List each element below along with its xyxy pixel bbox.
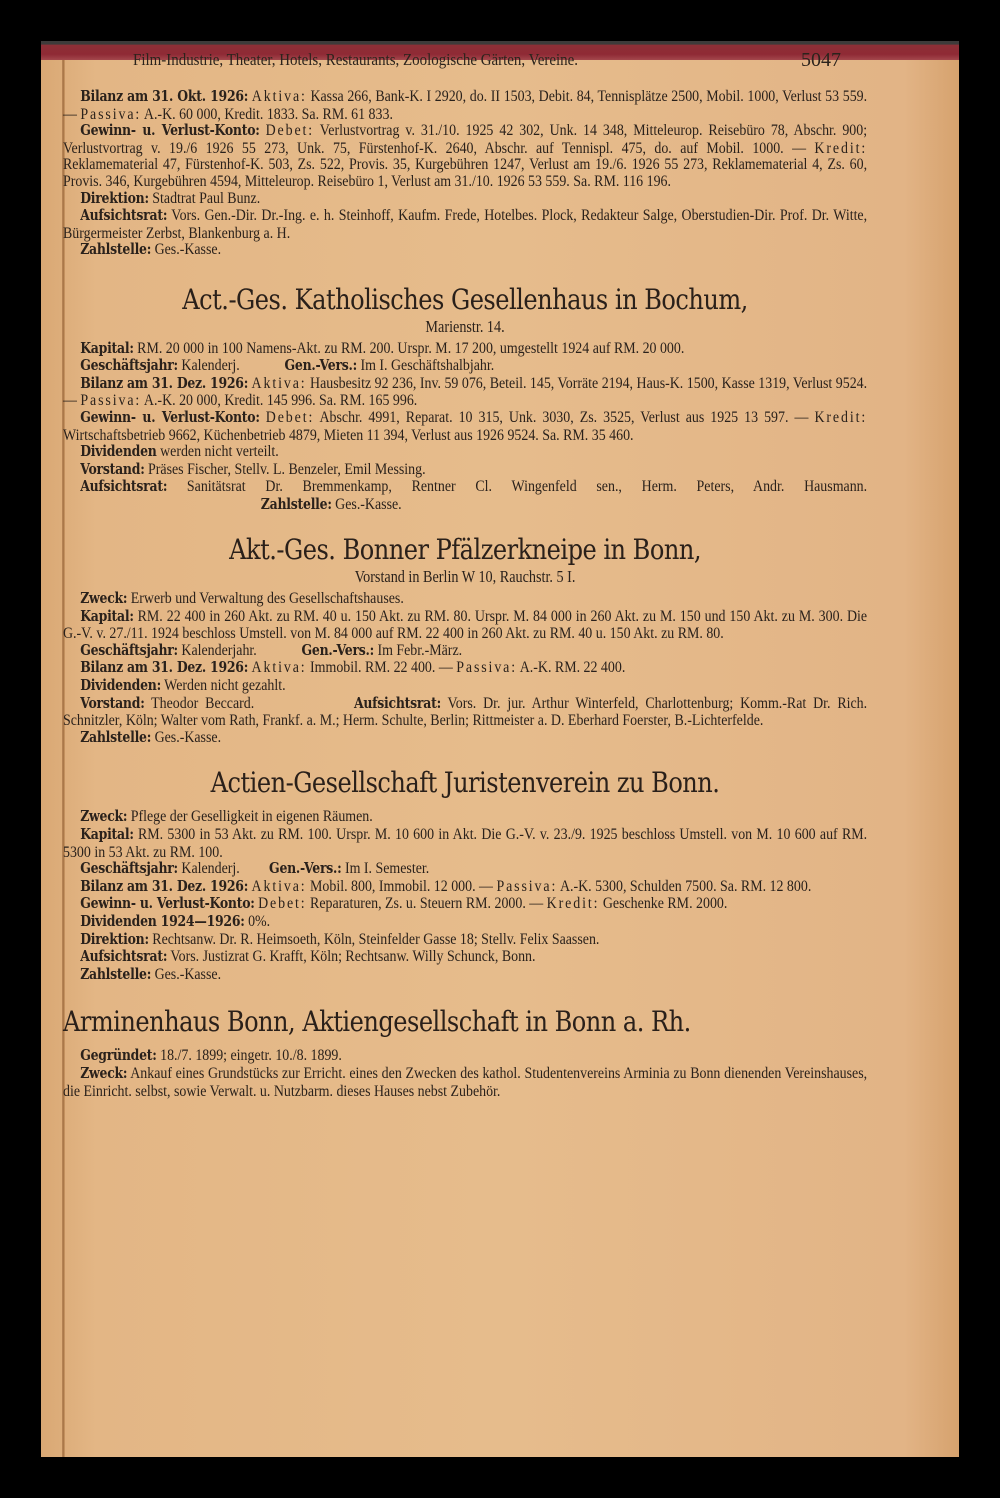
direktion-label: Direktion: [80,189,149,207]
zahlstelle-label: Zahlstelle: [80,965,152,983]
guv-label: Gewinn- u. Verlust-Konto: [80,408,260,426]
page-number: 5047 [801,49,841,71]
aktiva-label: Aktiva: [251,658,307,677]
debet-label: Debet: [265,121,315,140]
kredit-text: Wirtschaftsbetrieb 9662, Küchenbetrieb 4879, Mieten 11 394, Verlust aus 1926 9524. Sa. RM. 35 460. [63,425,634,444]
aktiva-label: Aktiva: [251,87,307,105]
aufsichtsrat-label: Aufsichtsrat: [80,478,168,496]
kapital-paragraph [63,826,867,860]
entry-pfaelzerkneipe [63,535,867,746]
genvers-text: Im I. Semester. [344,859,430,878]
guv-paragraph [63,122,867,189]
zweck-paragraph [63,808,867,826]
kapital-text: RM. 5300 in 53 Akt. zu RM. 100. Urspr. M. 10 600 in Akt. Die G.-V. v. 23./9. 1925 beschloss Umstell. von M. 10 600 auf RM. 5300 in 53 Akt. zu RM. 100. [63,825,868,861]
zahlstelle-paragraph [63,241,867,259]
passiva-label: Passiva: [496,876,558,895]
geschaeftsjahr-paragraph [63,642,867,660]
entry-address: Vorstand in Berlin W 10, Rauchstr. 5 I. [354,567,576,587]
gegruendet-paragraph [63,1047,867,1065]
zweck-paragraph [63,1065,867,1099]
aufsichtsrat-text: Vors. Justizrat G. Krafft, Köln; Rechtsanw. Willy Schunck, Bonn. [170,947,536,966]
aktiva-text: Immobil. RM. 22 400. — [310,658,453,677]
dividenden-paragraph [63,913,867,931]
entry-title: Actien-Gesellschaft Juristenverein zu Bonn. [210,766,720,800]
vorstand-text: Präses Fischer, Stellv. L. Benzeler, Emil Messing. [148,459,426,478]
entry-address: Marienstr. 14. [425,316,505,336]
entry-continuation [63,88,867,259]
genvers-label: Gen.-Vers.: [284,357,357,375]
zweck-text: Ankauf eines Grundstücks zur Erricht. eines den Zwecken des kathol. Studentenvereins Arminia zu Bonn dienenden Vereinshauses, die Einricht. selbst, sowie Verwalt. u. Nutzbarm. dieses Hauses nebst Zubehör. [63,1063,868,1100]
geschaeftsjahr-paragraph [63,357,867,375]
aufsichtsrat-paragraph [63,948,867,966]
direktion-label: Direktion: [80,930,149,948]
zweck-label: Zweck: [80,1064,128,1082]
passiva-text: A.-K. 60 000, Kredit. 1833. Sa. RM. 61 833. [143,104,393,123]
entry-title: Act.-Ges. Katholisches Gesellenhaus in Bochum, [182,282,748,316]
zahlstelle-label: Zahlstelle: [80,728,152,746]
kapital-paragraph [63,340,867,358]
kapital-text: RM. 22 400 in 260 Akt. zu RM. 40 u. 150 Akt. zu RM. 80. Urspr. M. 84 000 in 260 Akt. zu M. 150 und 150 Akt. zu M. 300. Die G.-V. v. 27./11. 1924 beschloss Umstell. von M. 84 000 auf RM. 22 400 in 260 Akt. zu RM. 40 u. 150 Akt. zu RM. 80. [63,606,868,643]
bilanz-paragraph [63,88,867,122]
direktion-text: Stadtrat Paul Bunz. [152,188,261,207]
guv-label: Gewinn- u. Verlust-Konto: [80,122,260,140]
page-body [63,88,867,1099]
guv-label: Gewinn- u. Verlust-Konto: [80,895,255,913]
aufsichtsrat-text: Sanitätsrat Dr. Bremmenkamp, Rentner Cl. Wingenfeld sen., Herm. Peters, Andr. Hausmann. [186,477,868,496]
aufsichtsrat-text: Vors. Dr. jur. Arthur Winterfeld, Charlottenburg; Komm.-Rat Dr. Rich. Schnitzler, Köln; Walter vom Rath, Frankf. a. M.; Herm. Schulte, Berlin; Rittmeister a. D. Eberhard Foerster, B.-Lichterfelde. [63,693,868,730]
zweck-text: Pflege der Geselligkeit in eigenen Räumen. [130,807,373,826]
zahlstelle-text: Ges.-Kasse. [154,964,222,983]
vorstand-label: Vorstand: [80,460,145,478]
entry-arminenhaus [63,1007,867,1099]
aufsichtsrat-paragraph [63,478,867,513]
entry-bochum [63,282,868,514]
zahlstelle-label: Zahlstelle: [260,495,332,513]
passiva-text: A.-K. RM. 22 400. [519,658,626,677]
debet-label: Debet: [258,894,307,913]
vorstand-text: Theodor Beccard. [151,693,255,712]
debet-text: Abschr. 4991, Reparat. 10 315, Unk. 3030, Zs. 3525, Verlust aus 1925 13 597. — [319,407,809,426]
bilanz-label: Bilanz am 31. Dez. 1926: [80,659,249,677]
bilanz-paragraph [63,375,867,409]
passiva-label: Passiva: [80,391,142,410]
aufsichtsrat-label: Aufsichtsrat: [80,948,168,966]
direktion-text: Rechtsanw. Dr. R. Heimsoeth, Köln, Steinfelder Gasse 18; Stellv. Felix Saassen. [152,929,600,948]
aufsichtsrat-paragraph [63,207,867,241]
vorstand-label: Vorstand: [80,694,145,712]
kredit-label: Kredit: [546,894,600,913]
kredit-text: Geschenke RM. 2000. [602,894,728,913]
zahlstelle-text: Ges.-Kasse. [335,494,402,513]
gegruendet-label: Gegründet: [80,1047,157,1065]
gegruendet-text: 18./7. 1899; eingetr. 10./8. 1899. [160,1046,342,1065]
bilanz-label: Bilanz am 31. Okt. 1926: [80,88,249,105]
guv-paragraph [63,409,867,443]
zweck-text: Erwerb und Verwaltung des Gesellschaftshauses. [130,589,404,608]
direktion-paragraph [63,931,867,949]
dividenden-label: Dividenden 1924—1926: [80,912,245,930]
zweck-label: Zweck: [80,590,128,608]
passiva-text: A.-K. 20 000, Kredit. 145 996. Sa. RM. 165 996. [143,391,418,410]
debet-text: Verlustvortrag v. 31./10. 1925 42 302, Unk. 14 348, Mitteleurop. Reisebüro 78, Abschr. 900; Verlustvortrag v. 19./6 1926 55 273, Unk. 75, Fürstenhof-K. 2640, Abschr. auf Tennispl. 475, do. auf Mobil. 1000. — [63,121,868,157]
bilanz-label: Bilanz am 31. Dez. 1926: [80,877,249,895]
kapital-text: RM. 20 000 in 100 Namens-Akt. zu RM. 200. Urspr. M. 17 200, umgestellt 1924 auf RM. 20 000. [137,338,685,357]
aktiva-label: Aktiva: [251,373,307,392]
geschaeftsjahr-text: Kalenderj. [181,356,240,375]
debet-text: Reparaturen, Zs. u. Steuern RM. 2000. — [310,894,544,913]
genvers-text: Im Febr.-März. [377,640,463,659]
running-header: Film-Industrie, Theater, Hotels, Restaurants, Zoologische Gärten, Vereine. [133,50,579,69]
vorstand-paragraph [63,461,867,479]
aktiva-text: Kassa 266, Bank-K. I 2920, do. II 1503, Debit. 84, Tennisplätze 2500, Mobil. 1000, Verlust 53 559. — [63,87,868,123]
dividenden-text: werden nicht verteilt. [160,442,279,461]
aufsichtsrat-label: Aufsichtsrat: [80,207,168,225]
zahlstelle-paragraph [63,729,867,747]
aktiva-text: Hausbesitz 92 236, Inv. 59 076, Beteil. 145, Vorräte 2194, Haus-K. 1500, Kasse 1319, Verlust 9524. — [63,373,868,410]
entry-juristenverein [63,768,867,983]
dividenden-text: 0%. [248,911,271,930]
guv-paragraph [63,895,867,913]
zahlstelle-paragraph [63,966,867,984]
geschaeftsjahr-text: Kalenderj. [181,859,240,878]
geschaeftsjahr-label: Geschäftsjahr: [80,641,178,659]
bilanz-paragraph [63,878,867,896]
zahlstelle-text: Ges.-Kasse. [154,240,222,259]
bilanz-label: Bilanz am 31. Dez. 1926: [80,374,249,392]
kredit-text: Reklamematerial 47, Fürstenhof-K. 503, Zs. 522, Provis. 35, Kurgebühren 1247, Verlust am 19./6. 1926 55 273, Reklamematerial 4, Zs. 60, Provis. 346, Kurgebühren 4594, Mitteleurop. Reisebüro 1, Verlust am 31./10. 1926 53 559. Sa. RM. 116 196. [63,155,868,190]
genvers-label: Gen.-Vers.: [269,860,342,878]
passiva-label: Passiva: [80,104,142,123]
entry-title: Arminenhaus Bonn, Aktiengesellschaft in Bonn a. Rh. [63,1005,691,1039]
dividenden-text: Werden nicht gezahlt. [164,676,286,695]
zweck-paragraph [63,590,867,608]
geschaeftsjahr-label: Geschäftsjahr: [80,357,178,375]
bilanz-paragraph [63,659,867,677]
kapital-label: Kapital: [80,607,134,625]
kapital-paragraph [63,608,867,642]
kapital-label: Kapital: [80,826,134,843]
zweck-label: Zweck: [80,808,128,826]
geschaeftsjahr-label: Geschäftsjahr: [80,860,178,878]
aufsichtsrat-label: Aufsichtsrat: [353,694,441,712]
vorstand-aufsichtsrat-paragraph [63,695,867,729]
dividenden-label: Dividenden: [80,677,161,695]
kapital-label: Kapital: [80,339,134,357]
aktiva-text: Mobil. 800, Immobil. 12 000. — [310,876,493,895]
genvers-label: Gen.-Vers.: [301,641,374,659]
dividenden-paragraph [63,677,867,695]
passiva-label: Passiva: [456,658,518,677]
kredit-label: Kredit: [814,407,868,426]
dividenden-label: Dividenden [80,443,157,461]
entry-title: Akt.-Ges. Bonner Pfälzerkneipe in Bonn, [229,533,701,567]
direktion-paragraph [63,190,867,208]
aufsichtsrat-text: Vors. Gen.-Dir. Dr.-Ing. e. h. Steinhoff, Kaufm. Frede, Hotelbes. Plock, Redakteur Salge, Oberstudien-Dir. Prof. Dr. Witte, Bürgermeister Zerbst, Blankenburg a. H. [63,206,868,242]
debet-label: Debet: [265,407,315,426]
aktiva-label: Aktiva: [251,876,307,895]
zahlstelle-text: Ges.-Kasse. [154,727,222,746]
genvers-text: Im I. Geschäftshalbjahr. [360,356,495,375]
dividenden-paragraph [63,443,867,461]
zahlstelle-label: Zahlstelle: [80,241,152,259]
kredit-label: Kredit: [814,138,868,157]
passiva-text: A.-K. 5300, Schulden 7500. Sa. RM. 12 800. [559,876,812,895]
geschaeftsjahr-text: Kalenderjahr. [181,640,257,659]
geschaeftsjahr-paragraph [63,860,867,878]
